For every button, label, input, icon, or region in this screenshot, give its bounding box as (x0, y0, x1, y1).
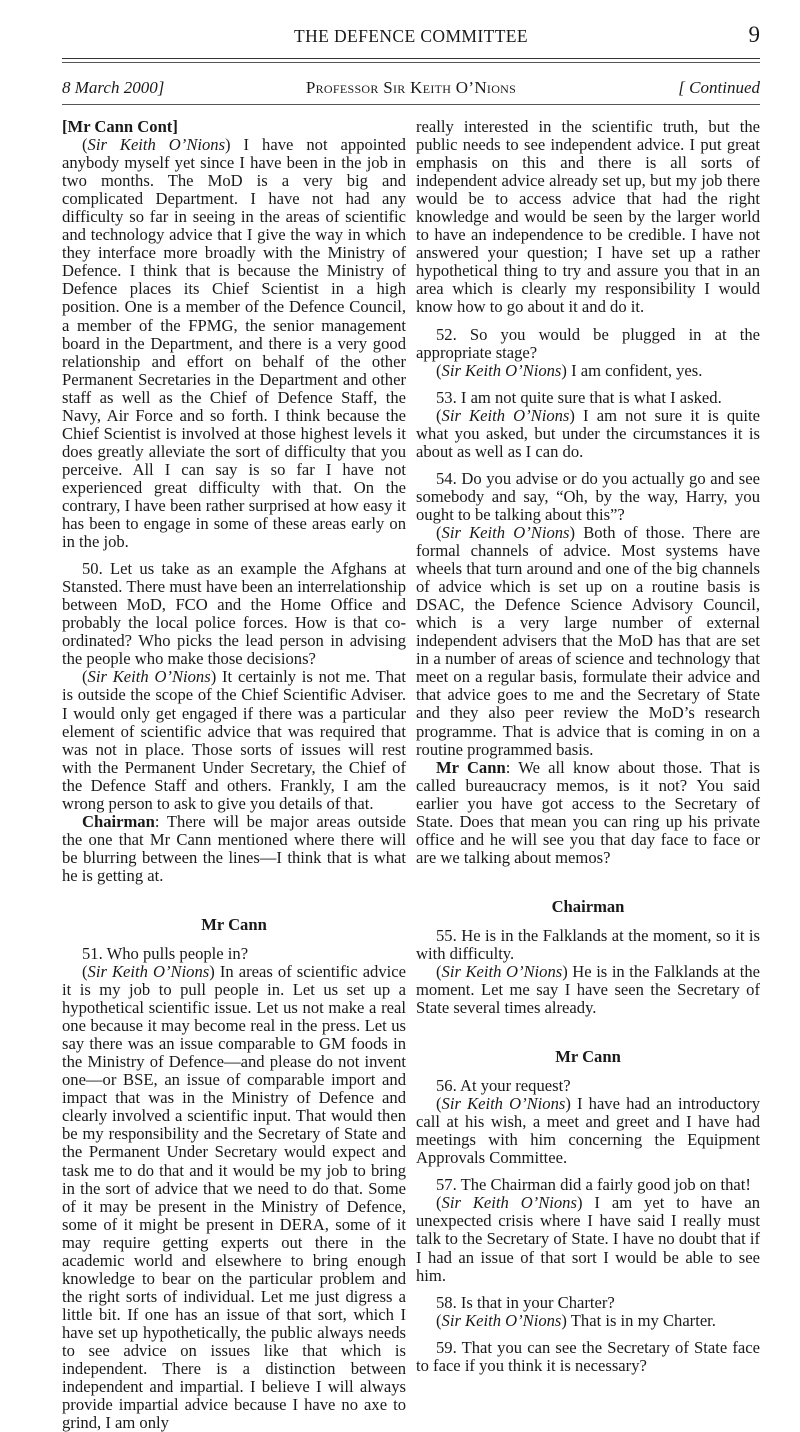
left-column (62, 118, 406, 1432)
question-55: 55. He is in the Falklands at the moment, so it is with difficulty. (416, 925, 760, 963)
witness-label: Sir Keith O’Nions (87, 667, 211, 687)
question-53: 53. I am not quite sure that is what I asked. (436, 387, 722, 407)
section-heading-chairman: Chairman (551, 896, 625, 916)
answer-58: (Sir Keith O’Nions) That is in my Charter. (436, 1310, 716, 1330)
answer-text: I am yet to have an unexpected crisis where I have said I really must talk to the Secretary of State. I have no doubt that if I had an issue of that sort I would be able to see him. (416, 1193, 760, 1285)
header-rule-bottom (62, 62, 760, 63)
answer-text: I have not appointed anybody myself yet since I have been in the job in two months. The MoD is a very big and complicated Department. I have not had any difficulty so far in seeing in the areas of scientific and technology advice that I give the way in which they interface more broadly with the Ministry of Defence. I think that is because the Ministry of Defence places its Chief Scientist in a high position. One is a member of the Defence Council, a member of the FPMG, the senior management board in the Department, and there is a very good relationship and effort on behalf of the other Permanent Secretaries in the Department and other staff as well as the Chief of Defence Staff, the Navy, Air Force and so forth. I think because the Chief Scientist is involved at those highest levels it does greatly alleviate the sort of difficulty that you perceive. All I can say is so far I have not experienced great difficulty with that. On the contrary, I have been rather surprised at how easy it has been to engage in some of these areas early on in the job. (62, 135, 406, 552)
answer-52: (Sir Keith O’Nions) I am confident, yes. (436, 360, 703, 380)
answer-text: I have had an introductory call at his wish, a meet and greet and I have had meetings with him concerning the Equipment Approvals Committee. (416, 1094, 760, 1168)
answer-50: (Sir Keith O’Nions) It certainly is not me. That is outside the scope of the Chief Scientific Adviser. I would only get engaged if there was a particular element of scientific advice that was required that was not in place. Those sorts of issues will rest with the Permanent Under Secretary, the Chief of the Defence Staff and others. Frankly, I am the wrong person to ask to give you details of that. (62, 667, 406, 813)
witness-label: Sir Keith O’Nions (441, 1193, 577, 1213)
witness-label: Sir Keith O’Nions (441, 405, 570, 425)
chairman-label: Chairman (82, 811, 155, 831)
answer-text: Both of those. There are formal channels of advice. Most systems have wheels that turn around and one of the big channels of advice which is set up on a routine basis is DSAC, the Defence Science Advisory Council, which is a very large number of external independent advisers that the MoD has that are set in a number of areas of science and technology that meet on a regular basis, formulate their advice and that advice goes to me and the Secretary of State and they also peer review the MoD’s research programme. That is advice that is coming in on a routine programmed basis. (416, 522, 760, 759)
answer-56: (Sir Keith O’Nions) I have had an introductory call at his wish, a meet and greet and I have had meetings with him concerning the Equipment Approvals Committee. (416, 1094, 760, 1168)
page-number: 9 (748, 22, 760, 47)
answer-text: He is in the Falklands at the moment. Let me say I have seen the Secretary of State several times already. (416, 961, 760, 1018)
answer-text: It certainly is not me. That is outside the scope of the Chief Scientific Adviser. I would only get engaged if there was a particular element of scientific advice that was required that was not in place. Those sorts of issues will rest with the Permanent Under Secretary, the Chief of the Defence Staff and others. Frankly, I am the wrong person to ask to give you details of that. (62, 667, 406, 813)
running-head (62, 20, 760, 50)
header-rule-top (62, 58, 760, 59)
section-heading-mr-cann-2: Mr Cann (555, 1047, 621, 1067)
answer-55: (Sir Keith O’Nions) He is in the Falklands at the moment. Let me say I have seen the Secretary of State several times already. (416, 961, 760, 1018)
answer-53: (Sir Keith O’Nions) I am not sure it is quite what you asked, but under the circumstances it is about as well as I can do. (416, 405, 760, 461)
continued-label: [ Continued (678, 78, 760, 97)
subheader (62, 78, 760, 104)
witness-label: Sir Keith O’Nions (87, 962, 210, 982)
question-57: 57. The Chairman did a fairly good job on that! (436, 1175, 751, 1195)
remark-text: We all know about those. That is called bureaucracy memos, is it not? You said earlier you have got access to the Secretary of State. Does that mean you can ring up his private office and he will see you that day face to face or are we talking about memos? (416, 757, 760, 867)
witness-name: Professor Sir Keith O’Nions (305, 78, 517, 97)
section-heading-mr-cann: Mr Cann (201, 914, 267, 934)
answer-text: I am not sure it is quite what you asked, but under the circumstances it is about as well as I can do. (416, 405, 760, 461)
speaker-label: [Mr Cann Cont] (62, 117, 178, 136)
question-59: 59. That you can see the Secretary of State face to face if you think it is necessary? (416, 1337, 760, 1375)
witness-label: Sir Keith O’Nions (441, 1094, 566, 1114)
answer-51-continued: really interested in the scientific truth, but the public needs to see independent advice. I put great emphasis on this and there is all sorts of independent advice already set up, but my job there would be to access advice that had the right knowledge and would be seen by the larger world to have an independence to be credible. I have not answered your question; I have set up a rather hypothetical thing to try and assure you that in an area which is clearly my responsibility I would know how to go about it and do it. (416, 117, 760, 317)
running-title: THE DEFENCE COMMITTEE (294, 26, 528, 46)
right-column (416, 118, 760, 1375)
question-50: 50. Let us take as an example the Afghans at Stansted. There must have been an interrelationship between MoD, FCO and the Home Office and probably the local police forces. How is that co-ordinated? Who picks the lead person in advising the people who make those decisions? (62, 559, 406, 669)
answer-text: I am confident, yes. (566, 360, 703, 380)
question-51: 51. Who pulls people in? (82, 943, 249, 963)
chairman-remark: Chairman: There will be major areas outside the one that Mr Cann mentioned where there will be blurring between the lines—I think that is what he is getting at. (62, 811, 406, 885)
answer-54: (Sir Keith O’Nions) Both of those. There are formal channels of advice. Most systems have wheels that turn around and one of the big channels of advice which is set up on a routine basis is DSAC, the Defence Science Advisory Council, which is a very large number of external independent advisers that the MoD has that are set in a number of areas of science and technology that meet on a regular basis, formulate their advice and that advice goes to me and the Secretary of State and they also peer review the MoD’s research programme. That is advice that is coming in on a routine programmed basis. (416, 522, 760, 759)
answer-51: (Sir Keith O’Nions) In areas of scientific advice it is my job to pull people in. Let us set up a hypothetical scientific issue. Let us not make a real one because it may become real in the press. Let us say there was an issue comparable to GM foods in the Ministry of Defence—and please do not invent one—or BSE, an issue of comparable import and impact that was in the Ministry of Defence and clearly involved a scientific input. That would then be my responsibility and the Secretary of State and the Permanent Under Secretary would expect and task me to do that and it would be my job to bring in the sort of advice that we need to do that. Some of it may be present in the Ministry of Defence, some of it might be present in DERA, some of it may require getting experts out there in the academic world and elsewhere to bring enough knowledge to bear on the particular problem and the right sorts of individual. Let me just digress a little bit. If one has an issue of that sort, which I have set up hypothetically, the public always needs to see advice on issues like that which is independent. There is a distinction between independent and impartial. I believe I will always provide impartial advice because I have no axe to grind, I am only (62, 962, 406, 1432)
sitting-date: 8 March 2000] (62, 78, 165, 97)
answer-text: In areas of scientific advice it is my job to pull people in. Let us set up a hypothetical scientific issue. Let us not make a real one because it may become real in the press. Let us say there was an issue comparable to GM foods in the Ministry of Defence—and please do not invent one—or BSE, an issue of comparable import and impact that was in the Ministry of Defence and clearly involved a scientific input. That would then be my responsibility and the Secretary of State and the Permanent Under Secretary would expect and task me to do that and it would be my job to bring in the sort of advice that we need to do that. Some of it may be present in the Ministry of Defence, some of it might be present in DERA, some of it may require getting experts out there in the academic world and elsewhere to bring enough knowledge to bear on the particular problem and the right sorts of individual. Let me just digress a little bit. If one has an issue of that sort, which I have set up hypothetically, the public always needs to see advice on issues like that which is independent. There is a distinction between independent and impartial. I believe I will always provide impartial advice because I have no axe to grind, I am only (62, 962, 406, 1432)
question-52: 52. So you would be plugged in at the appropriate stage? (416, 324, 760, 362)
answer-paragraph: (Sir Keith O’Nions) I have not appointed anybody myself yet since I have been in the job in two months. The MoD is a very big and complicated Department. I have not had any difficulty so far in seeing in the areas of scientific and technology advice that I give the way in which they interface more broadly with the Ministry of Defence. I think that is because the Ministry of Defence places its Chief Scientist in a high position. One is a member of the Defence Council, a member of the FPMG, the senior management board in the Department, and there is a very good relationship and effort on behalf of the other Permanent Secretaries in the Department and other staff as well as the Chief of Defence Staff, the Navy, Air Force and so forth. I think because the Chief Scientist is involved at those highest levels it does greatly alleviate the sort of difficulty that you perceive. All I can say is so far I have not experienced great difficulty with that. On the contrary, I have been rather surprised at how easy it has been to engage in some of these areas early on in the job. (62, 135, 406, 552)
remark-text: There will be major areas outside the one that Mr Cann mentioned where there will be blurring between the lines—I think that is what he is getting at. (62, 811, 406, 885)
mr-cann-remark: Mr Cann: We all know about those. That is called bureaucracy memos, is it not? You said earlier you have got access to the Secretary of State. Does that mean you can ring up his private office and he will see you that day face to face or are we talking about memos? (416, 757, 760, 867)
question-56: 56. At your request? (436, 1076, 571, 1096)
text-columns (62, 117, 760, 1432)
mr-cann-label: Mr Cann (436, 757, 506, 777)
witness-label: Sir Keith O’Nions (441, 522, 570, 542)
witness-label: Sir Keith O’Nions (87, 135, 226, 155)
witness-label: Sir Keith O’Nions (441, 360, 562, 380)
question-54: 54. Do you advise or do you actually go and see somebody and say, “Oh, by the way, Harry, you ought to be talking about this”? (416, 468, 760, 524)
witness-label: Sir Keith O’Nions (441, 1310, 562, 1330)
question-58: 58. Is that in your Charter? (436, 1292, 615, 1312)
answer-text: That is in my Charter. (566, 1310, 716, 1330)
subheader-rule (62, 104, 760, 105)
answer-57: (Sir Keith O’Nions) I am yet to have an unexpected crisis where I have said I really must talk to the Secretary of State. I have no doubt that if I had an issue of that sort I would be able to see him. (416, 1193, 760, 1285)
speaker-continuation (62, 118, 406, 136)
witness-label: Sir Keith O’Nions (441, 961, 563, 981)
